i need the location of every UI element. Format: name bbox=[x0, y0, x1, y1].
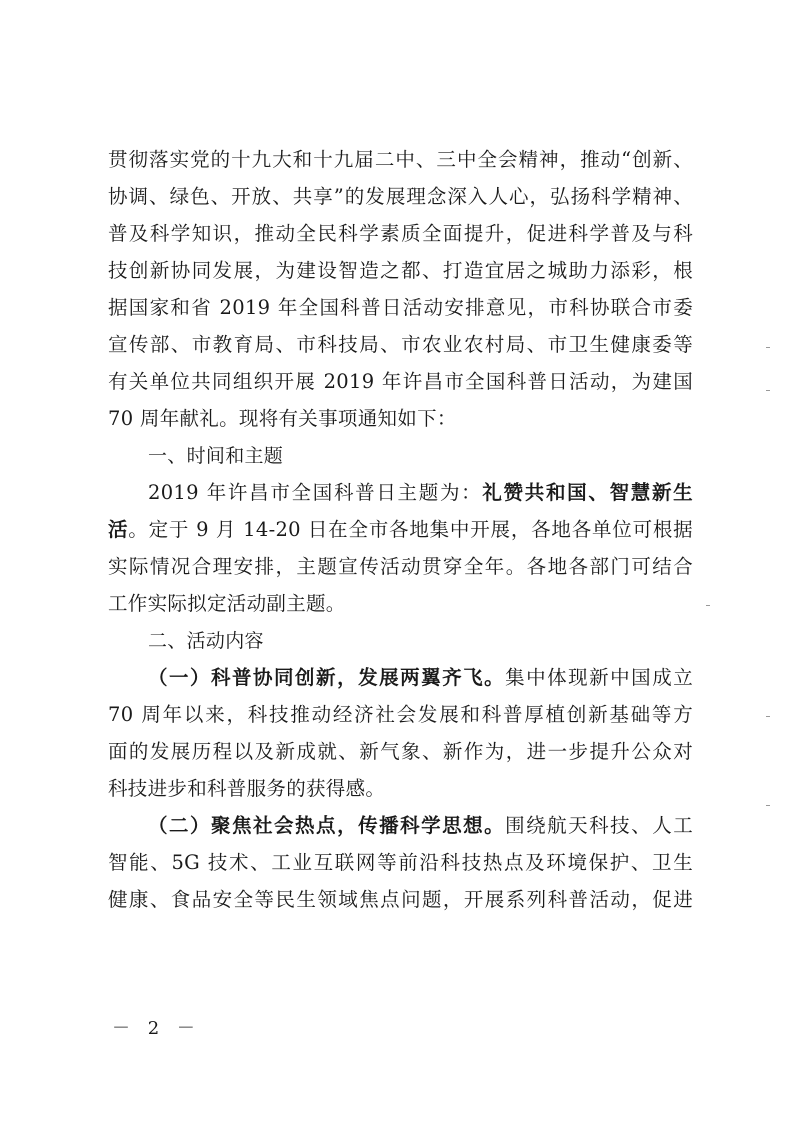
schedule-text: 。定于 9 月 14-20 日在全市各地集中开展，各地各单位可根据 bbox=[128, 518, 693, 541]
body-line: 协调、绿色、开放、共享”的发展理念深入人心，弘扬科学精神、 bbox=[108, 185, 693, 208]
body-line: 有关单位共同组织开展 2019 年许昌市全国科普日活动，为建国 bbox=[108, 370, 693, 393]
theme-title-part1: 礼赞共和国、智慧新生 bbox=[482, 481, 693, 504]
body-line: 技创新协同发展，为建设智造之都、打造宜居之城助力添彩，根 bbox=[108, 259, 693, 282]
body-line: 据国家和省 2019 年全国科普日活动安排意见，市科协联合市委 bbox=[108, 296, 693, 319]
item2-text: 围绕航天科技、人工 bbox=[505, 814, 694, 837]
body-line: 宣传部、市教育局、市科技局、市农业农村局、市卫生健康委等 bbox=[108, 333, 693, 356]
page-number: － 2 － bbox=[112, 1018, 201, 1039]
body-line: 科技进步和科普服务的获得感。 bbox=[108, 777, 386, 800]
body-line: 健康、食品安全等民生领域焦点问题，开展系列科普活动，促进 bbox=[108, 888, 693, 911]
item-line bbox=[148, 666, 693, 690]
body-line: 70 周年以来，科技推动经济社会发展和科普厚植创新基础等方 bbox=[108, 703, 693, 726]
scan-mark bbox=[706, 605, 710, 606]
scan-mark bbox=[766, 716, 770, 717]
body-line: 贯彻落实党的十九大和十九届二中、三中全会精神，推动“创新、 bbox=[108, 148, 693, 171]
theme-intro: 2019 年许昌市全国科普日主题为： bbox=[148, 481, 483, 504]
scan-mark bbox=[766, 805, 770, 806]
section-heading-time-theme: 一、时间和主题 bbox=[148, 445, 284, 467]
theme-line bbox=[108, 518, 693, 542]
scan-mark bbox=[766, 390, 770, 391]
body-line: 面的发展历程以及新成就、新气象、新作为，进一步提升公众对 bbox=[108, 740, 693, 763]
item1-text: 集中体现新中国成立 bbox=[505, 666, 694, 689]
body-line: 智能、5G 技术、工业互联网等前沿科技热点及环境保护、卫生 bbox=[108, 851, 693, 874]
item2-title: （二）聚焦社会热点，传播科学思想。 bbox=[148, 814, 506, 837]
body-line: 70 周年献礼。现将有关事项通知如下： bbox=[108, 407, 457, 430]
item-line bbox=[148, 814, 693, 838]
theme-line bbox=[148, 481, 693, 505]
body-line: 工作实际拟定活动副主题。 bbox=[108, 592, 346, 615]
item1-title: （一）科普协同创新，发展两翼齐飞。 bbox=[148, 666, 506, 689]
theme-title-part2: 活 bbox=[108, 518, 129, 541]
scan-mark bbox=[766, 347, 770, 348]
section-heading-activities: 二、活动内容 bbox=[148, 630, 264, 652]
body-line: 实际情况合理安排，主题宣传活动贯穿全年。各地各部门可结合 bbox=[108, 555, 693, 578]
body-line: 普及科学知识，推动全民科学素质全面提升，促进科学普及与科 bbox=[108, 222, 693, 245]
